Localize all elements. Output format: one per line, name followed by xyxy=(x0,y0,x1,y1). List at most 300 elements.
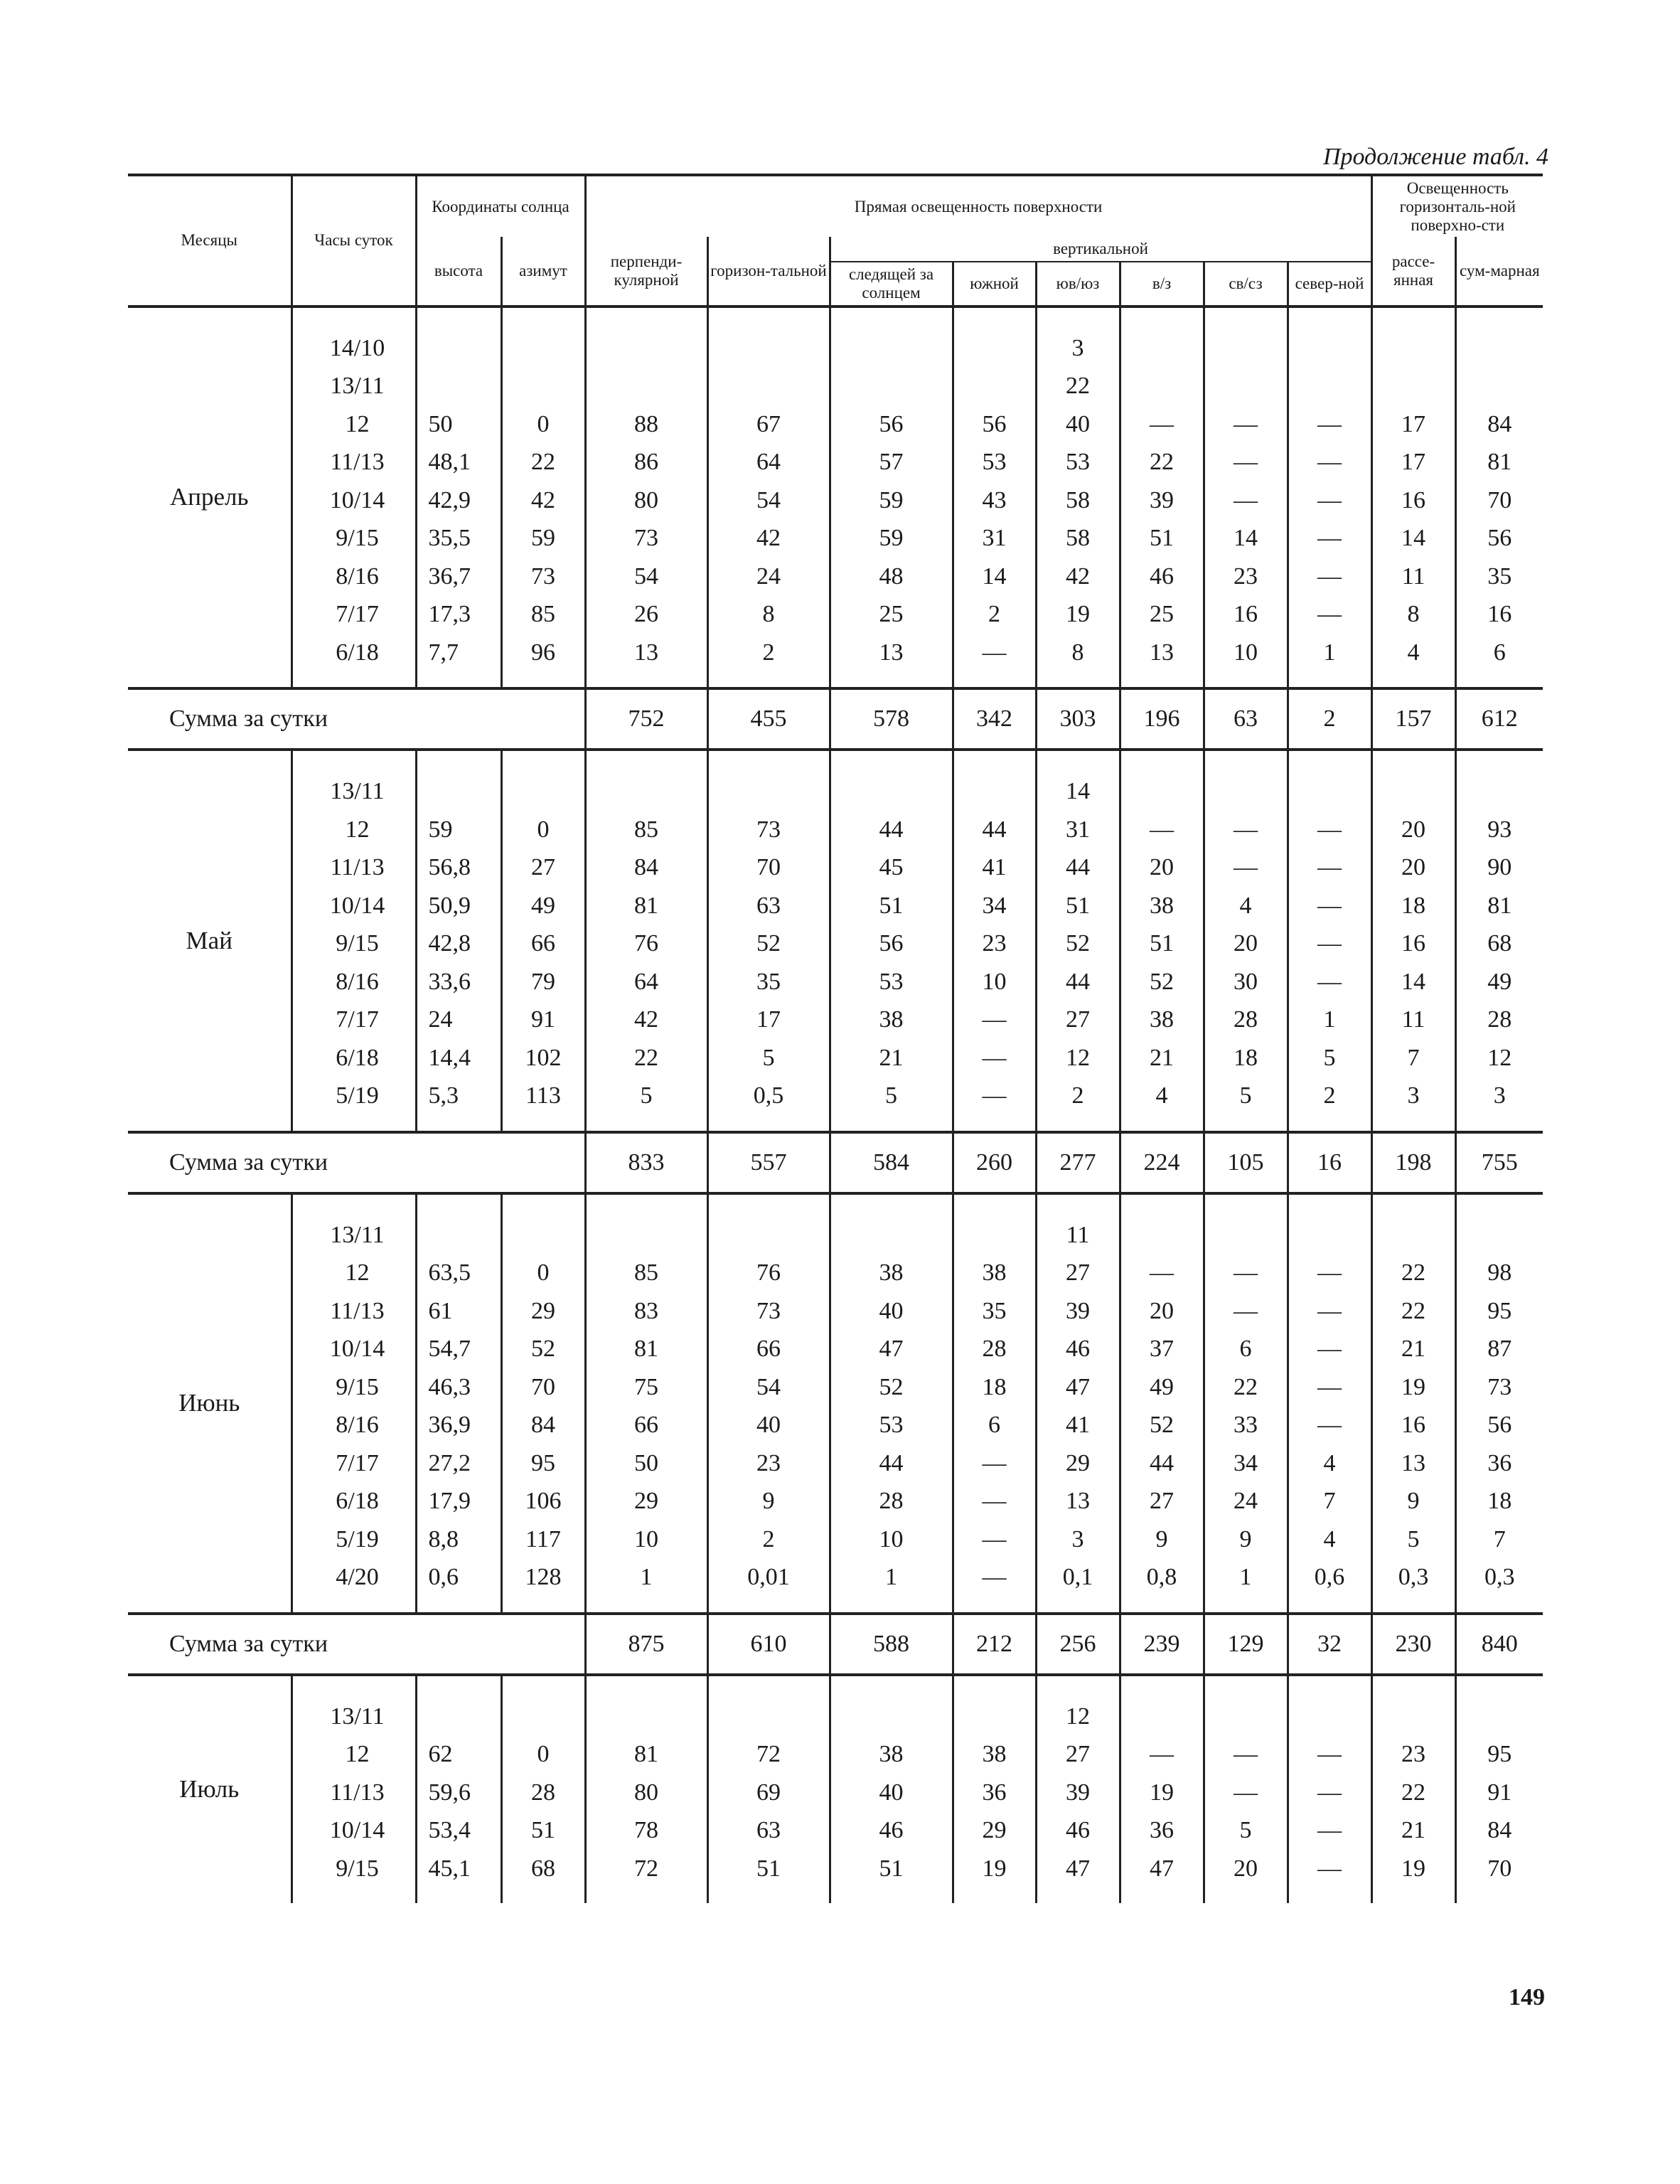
cell: 5 xyxy=(762,1044,775,1071)
cell: 2 xyxy=(762,1525,775,1552)
cell: — xyxy=(1317,1779,1342,1806)
cell: 66 xyxy=(756,1336,781,1362)
cell xyxy=(1458,772,1542,811)
cell: 13/11 xyxy=(330,373,385,399)
column-diffuse xyxy=(1371,1675,1455,1904)
cell: 27 xyxy=(1066,1741,1091,1767)
cell: 73 xyxy=(756,816,781,843)
cell: 43 xyxy=(982,486,1007,513)
cell xyxy=(833,1698,951,1736)
header-sun-coordinates: Координаты солнца xyxy=(416,175,585,237)
cell: 83 xyxy=(634,1297,659,1324)
cell xyxy=(1458,1216,1542,1255)
cell: — xyxy=(1150,1259,1175,1286)
cell: 8/16 xyxy=(336,1412,379,1438)
cell: 49 xyxy=(531,892,555,919)
month-label: Май xyxy=(186,926,232,954)
cell: 8/16 xyxy=(336,563,379,590)
cell: 9/15 xyxy=(336,1855,379,1882)
cell: 68 xyxy=(531,1855,555,1882)
cell: 2 xyxy=(1071,1082,1084,1109)
cell: 44 xyxy=(982,816,1007,843)
cell: 75 xyxy=(634,1373,659,1400)
cell: — xyxy=(1317,968,1342,995)
cell: — xyxy=(1317,1259,1342,1286)
daily-sum-cell: 198 xyxy=(1371,1132,1455,1193)
daily-sum-cell: 105 xyxy=(1204,1132,1288,1193)
cell: 79 xyxy=(531,968,555,995)
header-tracking: следящей за солнцем xyxy=(830,262,953,307)
cell: 34 xyxy=(1234,1449,1258,1476)
cell: 53 xyxy=(879,968,904,995)
cell: 76 xyxy=(756,1259,781,1286)
cell xyxy=(956,772,1034,811)
cell: 73 xyxy=(634,525,659,551)
cell xyxy=(1458,367,1542,405)
header-vertical: вертикальной xyxy=(830,237,1371,262)
cell: 9/15 xyxy=(336,525,379,551)
month-block-row xyxy=(128,1193,1543,1614)
cell: 73 xyxy=(756,1297,781,1324)
header-ne-nw: св/сз xyxy=(1204,262,1288,307)
cell: 113 xyxy=(525,1082,561,1109)
cell: 59 xyxy=(879,525,904,551)
cell: — xyxy=(982,1488,1007,1514)
cell: 51 xyxy=(879,892,904,919)
column-total xyxy=(1455,1193,1543,1614)
column-se-sw xyxy=(1036,307,1120,689)
cell: 22 xyxy=(1150,449,1175,475)
column-e-w xyxy=(1120,307,1204,689)
column-total xyxy=(1455,1675,1543,1904)
cell: 26 xyxy=(634,601,659,627)
cell: 25 xyxy=(1150,601,1175,627)
cell: 86 xyxy=(634,449,659,475)
cell: 10/14 xyxy=(329,1336,385,1362)
cell: 5 xyxy=(1239,1817,1252,1843)
cell: — xyxy=(1317,1336,1342,1362)
column-south xyxy=(953,1675,1036,1904)
daily-sum-cell: 256 xyxy=(1036,1614,1120,1675)
cell: 85 xyxy=(634,816,659,843)
cell: 78 xyxy=(634,1817,659,1843)
cell: — xyxy=(1234,1741,1258,1767)
header-hours: Часы суток xyxy=(291,175,416,307)
cell: 39 xyxy=(1066,1779,1091,1806)
cell: 56 xyxy=(879,930,904,957)
cell: 9 xyxy=(1407,1488,1420,1514)
cell xyxy=(956,329,1034,368)
column-perpendicular xyxy=(585,750,707,1132)
daily-sum-cell: 303 xyxy=(1036,688,1120,750)
cell: 42,9 xyxy=(428,486,471,513)
cell: 63 xyxy=(756,1817,781,1843)
cell: — xyxy=(1317,449,1342,475)
daily-sum-cell: 230 xyxy=(1371,1614,1455,1675)
cell: 56 xyxy=(1487,525,1512,551)
daily-sum-row xyxy=(128,1132,1543,1193)
cell: 84 xyxy=(634,854,659,880)
cell: — xyxy=(1234,410,1258,437)
cell: — xyxy=(982,639,1007,666)
cell: 0 xyxy=(537,1741,550,1767)
cell: 44 xyxy=(1066,968,1091,995)
cell: 52 xyxy=(756,930,781,957)
cell: 21 xyxy=(1401,1336,1426,1362)
cell: 17 xyxy=(1401,449,1426,475)
daily-sum-label: Сумма за сутки xyxy=(128,1132,416,1193)
cell: 70 xyxy=(1487,486,1512,513)
cell: — xyxy=(982,1082,1007,1109)
cell: — xyxy=(1234,449,1258,475)
cell: — xyxy=(982,1564,1007,1590)
cell: 7/17 xyxy=(336,601,379,627)
cell: 19 xyxy=(1066,601,1091,627)
cell: 31 xyxy=(982,525,1007,551)
cell: 81 xyxy=(634,1336,659,1362)
cell xyxy=(1123,772,1202,811)
cell: 18 xyxy=(1401,892,1426,919)
daily-sum-cell: 260 xyxy=(953,1132,1036,1193)
column-altitude xyxy=(416,307,501,689)
cell: 1 xyxy=(1323,639,1336,666)
cell: 24 xyxy=(428,1006,453,1033)
cell xyxy=(1123,1698,1202,1736)
column-south xyxy=(953,307,1036,689)
cell: 29 xyxy=(982,1817,1007,1843)
cell: 42 xyxy=(531,486,555,513)
cell: 12 xyxy=(345,410,370,437)
cell: 11 xyxy=(1401,1006,1425,1033)
cell: 51 xyxy=(879,1855,904,1882)
cell: 84 xyxy=(531,1412,555,1438)
cell: 59 xyxy=(428,816,453,843)
cell: 72 xyxy=(634,1855,659,1882)
cell: 70 xyxy=(531,1373,555,1400)
cell: 11 xyxy=(1066,1221,1090,1248)
cell: 7,7 xyxy=(428,639,459,666)
header-horizontal: горизон-тальной xyxy=(707,237,830,306)
daily-sum-cell: 277 xyxy=(1036,1132,1120,1193)
cell: 8,8 xyxy=(428,1525,459,1552)
cell: 96 xyxy=(531,639,555,666)
cell: 16 xyxy=(1401,930,1426,957)
cell: 19 xyxy=(982,1855,1007,1882)
cell: — xyxy=(982,1044,1007,1071)
column-azimuth xyxy=(501,307,585,689)
cell: 42 xyxy=(634,1006,659,1033)
cell: 6 xyxy=(988,1412,1001,1438)
solar-illumination-table xyxy=(128,174,1543,1903)
cell: — xyxy=(1150,816,1175,843)
cell: 6/18 xyxy=(336,639,379,666)
cell xyxy=(1123,329,1202,368)
cell: 51 xyxy=(1066,892,1091,919)
cell: 40 xyxy=(879,1779,904,1806)
cell: 5 xyxy=(640,1082,653,1109)
cell: 54 xyxy=(756,1373,781,1400)
cell: 46 xyxy=(879,1817,904,1843)
daily-sum-cell: 578 xyxy=(830,688,953,750)
cell xyxy=(1207,772,1285,811)
column-tracking xyxy=(830,1675,953,1904)
cell: 13/11 xyxy=(330,778,385,804)
cell: 33 xyxy=(1234,1412,1258,1438)
cell: 10 xyxy=(634,1525,659,1552)
cell: 17 xyxy=(756,1006,781,1033)
cell: 3 xyxy=(1407,1082,1420,1109)
page-number: 149 xyxy=(1509,1984,1545,2010)
cell: 53 xyxy=(1066,449,1091,475)
cell xyxy=(833,772,951,811)
cell: 42 xyxy=(1066,563,1091,590)
header-e-w: в/з xyxy=(1120,262,1204,307)
cell: 13 xyxy=(1401,1449,1426,1476)
cell xyxy=(1290,367,1369,405)
cell: — xyxy=(1317,1855,1342,1882)
column-hours xyxy=(291,1193,416,1614)
cell: 23 xyxy=(1234,563,1258,590)
column-perpendicular xyxy=(585,1193,707,1614)
column-perpendicular xyxy=(585,307,707,689)
cell xyxy=(1123,367,1202,405)
column-diffuse xyxy=(1371,1193,1455,1614)
cell: 9 xyxy=(1155,1525,1168,1552)
cell: 3 xyxy=(1071,1525,1084,1552)
daily-sum-spacer xyxy=(416,1132,585,1193)
cell xyxy=(1458,329,1542,368)
column-ne-nw xyxy=(1204,307,1288,689)
cell: 18 xyxy=(1487,1488,1512,1514)
cell: 24 xyxy=(756,563,781,590)
column-total xyxy=(1455,750,1543,1132)
cell: 59 xyxy=(879,486,904,513)
cell xyxy=(419,1216,499,1255)
cell: 13 xyxy=(879,639,904,666)
cell xyxy=(710,329,828,368)
daily-sum-cell: 588 xyxy=(830,1614,953,1675)
cell: 84 xyxy=(1487,410,1512,437)
table-body xyxy=(128,307,1543,1904)
cell: 12 xyxy=(345,816,370,843)
cell: 36,7 xyxy=(428,563,471,590)
daily-sum-cell: 32 xyxy=(1288,1614,1371,1675)
cell: 42 xyxy=(756,525,781,551)
cell: 10/14 xyxy=(329,1817,385,1843)
column-altitude xyxy=(416,750,501,1132)
cell: 0,01 xyxy=(747,1564,790,1590)
cell: 49 xyxy=(1150,1373,1175,1400)
cell: — xyxy=(1150,1741,1175,1767)
cell: 44 xyxy=(879,816,904,843)
cell: 28 xyxy=(879,1488,904,1514)
column-horizontal xyxy=(707,1193,830,1614)
cell: 20 xyxy=(1150,1297,1175,1324)
cell: 16 xyxy=(1234,601,1258,627)
column-diffuse xyxy=(1371,307,1455,689)
daily-sum-cell: 157 xyxy=(1371,688,1455,750)
daily-sum-cell: 875 xyxy=(585,1614,707,1675)
cell: 50,9 xyxy=(428,892,471,919)
cell: 84 xyxy=(1487,1817,1512,1843)
column-ne-nw xyxy=(1204,1675,1288,1904)
cell: 5/19 xyxy=(336,1082,379,1109)
cell: 41 xyxy=(982,854,1007,880)
cell: 0,1 xyxy=(1062,1564,1093,1590)
column-ne-nw xyxy=(1204,750,1288,1132)
cell: 54 xyxy=(756,486,781,513)
cell: 0,5 xyxy=(753,1082,784,1109)
cell: 91 xyxy=(1487,1779,1512,1806)
cell: 22 xyxy=(634,1044,659,1071)
cell: 0,3 xyxy=(1398,1564,1429,1590)
cell: 4 xyxy=(1155,1082,1168,1109)
cell: 35 xyxy=(756,968,781,995)
column-azimuth xyxy=(501,1193,585,1614)
cell: 2 xyxy=(1323,1082,1336,1109)
cell: 81 xyxy=(634,1741,659,1767)
cell: — xyxy=(1317,930,1342,957)
column-horizontal xyxy=(707,1675,830,1904)
cell xyxy=(1207,1698,1285,1736)
cell xyxy=(1374,1216,1453,1255)
cell: 102 xyxy=(525,1044,562,1071)
cell: 51 xyxy=(1150,930,1175,957)
month-label: Апрель xyxy=(170,483,249,511)
cell xyxy=(504,772,583,811)
cell: 29 xyxy=(1066,1449,1091,1476)
cell: — xyxy=(1317,1741,1342,1767)
cell: 16 xyxy=(1487,601,1512,627)
cell: 36 xyxy=(1487,1449,1512,1476)
cell: 44 xyxy=(1066,854,1091,880)
daily-sum-label: Сумма за сутки xyxy=(128,1614,416,1675)
cell: — xyxy=(1150,410,1175,437)
cell: 51 xyxy=(1150,525,1175,551)
cell: 1 xyxy=(640,1564,653,1590)
cell: 90 xyxy=(1487,854,1512,880)
cell: 80 xyxy=(634,486,659,513)
daily-sum-row xyxy=(128,688,1543,750)
cell: 1 xyxy=(1323,1006,1336,1033)
cell: 70 xyxy=(756,854,781,880)
cell: 98 xyxy=(1487,1259,1512,1286)
cell xyxy=(504,1698,583,1736)
cell: 20 xyxy=(1234,930,1258,957)
cell: 47 xyxy=(1150,1855,1175,1882)
cell: 35 xyxy=(1487,563,1512,590)
cell: — xyxy=(1317,486,1342,513)
cell: 76 xyxy=(634,930,659,957)
cell: 38 xyxy=(1150,1006,1175,1033)
cell: 13 xyxy=(634,639,659,666)
cell: 11 xyxy=(1401,563,1425,590)
daily-sum-cell: 612 xyxy=(1455,688,1543,750)
cell: 117 xyxy=(525,1525,561,1552)
cell: 59,6 xyxy=(428,1779,471,1806)
column-diffuse xyxy=(1371,750,1455,1132)
cell: 29 xyxy=(634,1488,659,1514)
cell: 39 xyxy=(1066,1297,1091,1324)
cell: 44 xyxy=(1150,1449,1175,1476)
cell: 56 xyxy=(982,410,1007,437)
cell: 20 xyxy=(1401,816,1426,843)
cell: 45,1 xyxy=(428,1855,471,1882)
cell: 48,1 xyxy=(428,449,471,475)
month-block-row xyxy=(128,307,1543,689)
cell: 72 xyxy=(756,1741,781,1767)
cell: — xyxy=(982,1449,1007,1476)
column-e-w xyxy=(1120,1193,1204,1614)
header-altitude: высота xyxy=(416,237,501,306)
column-north xyxy=(1288,1675,1371,1904)
cell: 17,9 xyxy=(428,1488,471,1514)
cell: 29 xyxy=(531,1297,555,1324)
cell: 21 xyxy=(1401,1817,1426,1843)
cell: 38 xyxy=(879,1259,904,1286)
cell: 9 xyxy=(762,1488,775,1514)
cell xyxy=(710,367,828,405)
cell: — xyxy=(1317,1817,1342,1843)
column-se-sw xyxy=(1036,750,1120,1132)
column-se-sw xyxy=(1036,1675,1120,1904)
cell xyxy=(1290,1216,1369,1255)
column-north xyxy=(1288,307,1371,689)
cell: — xyxy=(1317,1297,1342,1324)
cell: 106 xyxy=(525,1488,562,1514)
cell: 5,3 xyxy=(428,1082,459,1109)
cell xyxy=(419,329,499,368)
cell xyxy=(710,1698,828,1736)
cell: 0 xyxy=(537,1259,550,1286)
cell: 53 xyxy=(982,449,1007,475)
cell xyxy=(419,772,499,811)
cell: 5 xyxy=(1323,1044,1336,1071)
cell: 20 xyxy=(1234,1855,1258,1882)
cell: 1 xyxy=(885,1564,898,1590)
cell xyxy=(504,367,583,405)
cell xyxy=(588,1698,705,1736)
cell xyxy=(833,329,951,368)
cell: 0,6 xyxy=(428,1564,459,1590)
cell: — xyxy=(1317,854,1342,880)
cell: 27 xyxy=(1150,1488,1175,1514)
daily-sum-cell: 239 xyxy=(1120,1614,1204,1675)
cell: 36 xyxy=(982,1779,1007,1806)
cell: 52 xyxy=(1150,968,1175,995)
cell: — xyxy=(982,1525,1007,1552)
cell: 47 xyxy=(1066,1373,1091,1400)
cell: 11/13 xyxy=(330,1297,385,1324)
daily-sum-cell: 224 xyxy=(1120,1132,1204,1193)
cell xyxy=(1290,772,1369,811)
cell: 8/16 xyxy=(336,968,379,995)
cell: 4 xyxy=(1323,1449,1336,1476)
column-horizontal xyxy=(707,307,830,689)
column-hours xyxy=(291,307,416,689)
cell: 3 xyxy=(1493,1082,1506,1109)
cell: 28 xyxy=(1234,1006,1258,1033)
month-label: Июль xyxy=(179,1775,240,1804)
month-block-row xyxy=(128,750,1543,1132)
cell: 64 xyxy=(756,449,781,475)
column-horizontal xyxy=(707,750,830,1132)
cell: — xyxy=(1317,525,1342,551)
cell: — xyxy=(1317,1373,1342,1400)
cell: 33,6 xyxy=(428,968,471,995)
column-south xyxy=(953,750,1036,1132)
cell: 9/15 xyxy=(336,1373,379,1400)
